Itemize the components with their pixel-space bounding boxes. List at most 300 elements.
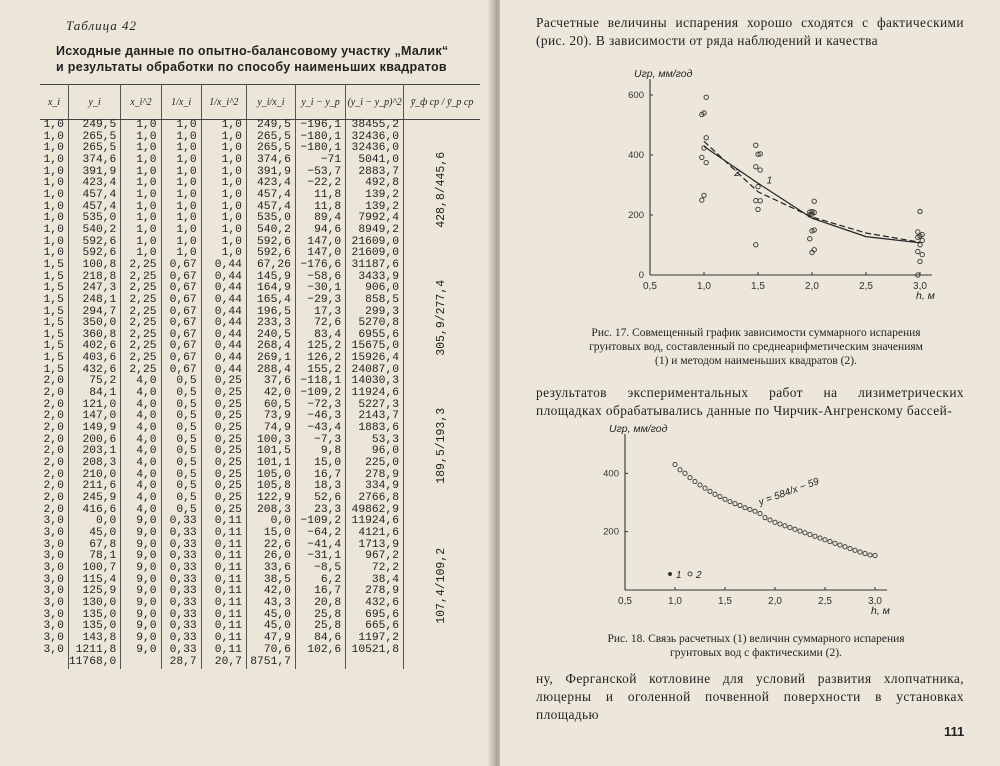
table-total-cell bbox=[295, 656, 345, 669]
table-cell: 248,1 bbox=[68, 295, 120, 307]
table-cell: 2,0 bbox=[40, 376, 68, 388]
table-cell: 592,6 bbox=[246, 237, 295, 249]
table-cell: 164,9 bbox=[246, 283, 295, 295]
table-cell: 1,5 bbox=[40, 353, 68, 365]
legend-marker-1 bbox=[668, 572, 672, 576]
table-cell: 4,0 bbox=[121, 470, 161, 482]
y-axis-label: Uгр, мм/год bbox=[609, 423, 668, 435]
table-cell: 1,5 bbox=[40, 272, 68, 284]
table-cell: 9,0 bbox=[121, 586, 161, 598]
group-ratio-cell bbox=[404, 376, 480, 516]
table-cell: 240,5 bbox=[246, 330, 295, 342]
table-cell: −196,1 bbox=[295, 120, 345, 132]
table-header-cell: y_i bbox=[68, 85, 120, 120]
data-point bbox=[918, 243, 922, 247]
table-cell: 0,67 bbox=[161, 353, 201, 365]
table-cell: 0,67 bbox=[161, 341, 201, 353]
table-cell: 125,9 bbox=[68, 586, 120, 598]
table-cell: 1,5 bbox=[40, 330, 68, 342]
table-cell: 147,0 bbox=[68, 411, 120, 423]
data-point bbox=[868, 553, 872, 557]
table-cell: 78,1 bbox=[68, 551, 120, 563]
table-cell: 52,6 bbox=[295, 493, 345, 505]
table-cell: 1,0 bbox=[121, 202, 161, 214]
table-cell: 1,0 bbox=[201, 237, 246, 249]
table-cell: 1,0 bbox=[161, 155, 201, 167]
x-tick-label: 1,0 bbox=[697, 281, 711, 292]
data-point bbox=[718, 495, 722, 499]
x-tick-label: 2,0 bbox=[805, 281, 819, 292]
table-cell: 906,0 bbox=[346, 283, 404, 295]
table-cell: 245,9 bbox=[68, 493, 120, 505]
table-caption: Таблица 42 bbox=[66, 18, 138, 33]
table-cell: 18,3 bbox=[295, 481, 345, 493]
table-cell: 11,8 bbox=[295, 190, 345, 202]
paragraph-3: ну, Ферганской котловине для условий развития хлопчатника, люцерны и оголенной почвенной поверхности в установках площадью bbox=[536, 671, 964, 722]
table-cell: 1,0 bbox=[201, 248, 246, 260]
table-cell: 0,33 bbox=[161, 540, 201, 552]
table-cell: 9,0 bbox=[121, 551, 161, 563]
table-cell: 6,2 bbox=[295, 575, 345, 587]
table-cell: 1,5 bbox=[40, 295, 68, 307]
table-cell: 457,4 bbox=[246, 190, 295, 202]
table-cell: 20,8 bbox=[295, 598, 345, 610]
table-cell: 402,6 bbox=[68, 341, 120, 353]
table-cell: 0,33 bbox=[161, 598, 201, 610]
table-cell: 32436,0 bbox=[346, 143, 404, 155]
table-cell: 0,44 bbox=[201, 260, 246, 272]
data-point bbox=[803, 531, 807, 535]
table-cell: −180,1 bbox=[295, 143, 345, 155]
table-cell: 1,0 bbox=[201, 225, 246, 237]
table-cell: 0,25 bbox=[201, 400, 246, 412]
table-cell: 3,0 bbox=[40, 540, 68, 552]
table-cell: 100,3 bbox=[246, 435, 295, 447]
table-cell: 1,0 bbox=[121, 143, 161, 155]
table-cell: 0,44 bbox=[201, 295, 246, 307]
table-cell: 1,0 bbox=[161, 167, 201, 179]
table-cell: 249,5 bbox=[68, 120, 120, 132]
y-tick-label: 200 bbox=[603, 526, 619, 538]
table-cell: 457,4 bbox=[246, 202, 295, 214]
table-cell: 592,6 bbox=[68, 237, 120, 249]
table-cell: 147,0 bbox=[295, 237, 345, 249]
table-cell: 3,0 bbox=[40, 575, 68, 587]
table-cell: 1,0 bbox=[121, 132, 161, 144]
table-cell: 0,25 bbox=[201, 446, 246, 458]
table-cell: 225,0 bbox=[346, 458, 404, 470]
table-cell: −64,2 bbox=[295, 528, 345, 540]
table-cell: 423,4 bbox=[68, 178, 120, 190]
table-cell: 0,25 bbox=[201, 435, 246, 447]
data-point bbox=[918, 259, 922, 263]
table-cell: 0,11 bbox=[201, 528, 246, 540]
data-point bbox=[678, 468, 682, 472]
table-cell: 0,11 bbox=[201, 516, 246, 528]
table-cell: 1,0 bbox=[201, 202, 246, 214]
table-cell: 0,25 bbox=[201, 376, 246, 388]
table-cell: 1,0 bbox=[121, 248, 161, 260]
table-cell: 1,0 bbox=[40, 120, 68, 132]
table-cell: 96,0 bbox=[346, 446, 404, 458]
data-point bbox=[703, 486, 707, 490]
table-cell: 2,0 bbox=[40, 388, 68, 400]
data-point bbox=[753, 509, 757, 513]
table-cell: 10521,8 bbox=[346, 645, 404, 657]
table-cell: 1,0 bbox=[161, 190, 201, 202]
table-title-line-1: Исходные данные по опытно-балансовому участку „Малик“ bbox=[56, 44, 449, 58]
table-cell: 2,25 bbox=[121, 353, 161, 365]
table-cell: 101,1 bbox=[246, 458, 295, 470]
table-cell: 432,6 bbox=[346, 598, 404, 610]
table-cell: 0,33 bbox=[161, 528, 201, 540]
formula-label: y = 584/x − 59 bbox=[757, 476, 821, 509]
table-cell: 0,25 bbox=[201, 481, 246, 493]
table-cell: 32436,0 bbox=[346, 132, 404, 144]
table-cell: 695,6 bbox=[346, 610, 404, 622]
table-cell: 45,0 bbox=[246, 610, 295, 622]
table-cell: 4,0 bbox=[121, 411, 161, 423]
table-cell: −176,6 bbox=[295, 260, 345, 272]
table-cell: 165,4 bbox=[246, 295, 295, 307]
data-point bbox=[758, 199, 762, 203]
table-cell: 0,25 bbox=[201, 388, 246, 400]
data-point bbox=[728, 500, 732, 504]
table-cell: −180,1 bbox=[295, 132, 345, 144]
table-total-cell: 11768,0 bbox=[68, 656, 120, 669]
data-point bbox=[763, 516, 767, 520]
table-cell: 265,5 bbox=[246, 143, 295, 155]
table-cell: 4,0 bbox=[121, 423, 161, 435]
table-cell: 3,0 bbox=[40, 551, 68, 563]
table-cell: 60,5 bbox=[246, 400, 295, 412]
table-cell: 72,6 bbox=[295, 318, 345, 330]
table-cell: 9,8 bbox=[295, 446, 345, 458]
left-page bbox=[0, 0, 492, 766]
table-cell: 665,6 bbox=[346, 621, 404, 633]
table-cell: 0,11 bbox=[201, 621, 246, 633]
table-cell: 2,0 bbox=[40, 493, 68, 505]
table-cell: 2883,7 bbox=[346, 167, 404, 179]
table-cell: −22,2 bbox=[295, 178, 345, 190]
table-cell: 432,6 bbox=[68, 365, 120, 377]
table-cell: 1,0 bbox=[161, 132, 201, 144]
x-tick-label: 1,5 bbox=[751, 281, 765, 292]
table-cell: 208,3 bbox=[246, 505, 295, 517]
table-cell: 249,5 bbox=[246, 120, 295, 132]
data-point bbox=[833, 541, 837, 545]
data-point bbox=[713, 492, 717, 496]
table-cell: 1,5 bbox=[40, 341, 68, 353]
table-cell: 0,25 bbox=[201, 411, 246, 423]
data-point bbox=[793, 527, 797, 531]
table-cell: 1,0 bbox=[121, 120, 161, 132]
table-cell: 0,44 bbox=[201, 318, 246, 330]
table-cell: 0,33 bbox=[161, 621, 201, 633]
table-cell: 0,5 bbox=[161, 411, 201, 423]
table-cell: 3,0 bbox=[40, 598, 68, 610]
table-cell: 2766,8 bbox=[346, 493, 404, 505]
x-tick-label: 2,5 bbox=[818, 596, 832, 607]
data-point bbox=[700, 155, 704, 159]
data-point bbox=[773, 520, 777, 524]
table-cell: 1,0 bbox=[121, 213, 161, 225]
figure-17-chart bbox=[610, 50, 970, 300]
table-cell: 9,0 bbox=[121, 610, 161, 622]
table-cell: 2,0 bbox=[40, 470, 68, 482]
figure-18-chart bbox=[580, 420, 960, 620]
table-cell: −58,6 bbox=[295, 272, 345, 284]
table-cell: 0,25 bbox=[201, 493, 246, 505]
data-point bbox=[700, 198, 704, 202]
table-cell: 139,2 bbox=[346, 190, 404, 202]
table-cell: 1,0 bbox=[40, 213, 68, 225]
table-cell: 2,25 bbox=[121, 318, 161, 330]
table-cell: 135,0 bbox=[68, 610, 120, 622]
table-cell: 147,0 bbox=[295, 248, 345, 260]
table-cell: 83,4 bbox=[295, 330, 345, 342]
x-tick-label: 3,0 bbox=[913, 281, 927, 292]
table-cell: 391,9 bbox=[68, 167, 120, 179]
table-cell: 15926,4 bbox=[346, 353, 404, 365]
table-total-cell: 20,7 bbox=[201, 656, 246, 669]
table-cell: 5041,0 bbox=[346, 155, 404, 167]
y-tick-label: 0 bbox=[638, 270, 644, 281]
table-cell: 17,3 bbox=[295, 307, 345, 319]
data-point bbox=[708, 489, 712, 493]
table-cell: 6955,6 bbox=[346, 330, 404, 342]
table-total-cell bbox=[404, 656, 480, 669]
table-cell: 2,25 bbox=[121, 330, 161, 342]
table-cell: −53,7 bbox=[295, 167, 345, 179]
table-cell: 2,0 bbox=[40, 481, 68, 493]
table-cell: 1211,8 bbox=[68, 645, 120, 657]
table-cell: 1197,2 bbox=[346, 633, 404, 645]
table-cell: 2,0 bbox=[40, 458, 68, 470]
table-cell: 288,4 bbox=[246, 365, 295, 377]
table-cell: 1,0 bbox=[121, 167, 161, 179]
table-cell: 0,11 bbox=[201, 645, 246, 657]
x-tick-label: 3,0 bbox=[868, 596, 882, 607]
data-point bbox=[818, 536, 822, 540]
figure-17-caption: Рис. 17. Совмещенный график зависимости суммарного испарения грунтовых вод, составленный по среднеарифметическим значениям (1) и методом наименьших квадратов (2). bbox=[589, 327, 923, 367]
table-cell: −7,3 bbox=[295, 435, 345, 447]
data-point bbox=[783, 524, 787, 528]
table-cell: 540,2 bbox=[246, 225, 295, 237]
table-cell: 4,0 bbox=[121, 400, 161, 412]
table-cell: 278,9 bbox=[346, 470, 404, 482]
table-cell: 1,5 bbox=[40, 260, 68, 272]
group-ratio-label: 305,9/277,4 bbox=[435, 279, 449, 356]
table-cell: 0,44 bbox=[201, 330, 246, 342]
y-tick-label: 400 bbox=[603, 468, 619, 480]
table-cell: 4,0 bbox=[121, 435, 161, 447]
table-cell: 0,5 bbox=[161, 376, 201, 388]
table-cell: 2,25 bbox=[121, 295, 161, 307]
table-cell: 45,0 bbox=[246, 621, 295, 633]
table-cell: 1,0 bbox=[201, 190, 246, 202]
table-cell: 2,25 bbox=[121, 307, 161, 319]
table-cell: 38,4 bbox=[346, 575, 404, 587]
table-cell: 0,33 bbox=[161, 586, 201, 598]
data-point bbox=[693, 479, 697, 483]
table-cell: 2,25 bbox=[121, 260, 161, 272]
table-cell: 72,2 bbox=[346, 563, 404, 575]
table-cell: 0,0 bbox=[68, 516, 120, 528]
table-cell: 210,0 bbox=[68, 470, 120, 482]
table-cell: 3,0 bbox=[40, 528, 68, 540]
table-total-cell: 28,7 bbox=[161, 656, 201, 669]
x-tick-label: 1,5 bbox=[718, 596, 732, 607]
table-total-row bbox=[40, 656, 480, 669]
table-cell: 1,0 bbox=[201, 132, 246, 144]
table-cell: 334,9 bbox=[346, 481, 404, 493]
table-cell: 0,5 bbox=[161, 423, 201, 435]
table-cell: 16,7 bbox=[295, 586, 345, 598]
table-cell: 0,5 bbox=[161, 388, 201, 400]
data-point bbox=[754, 165, 758, 169]
table-cell: 1,0 bbox=[161, 213, 201, 225]
data-point bbox=[673, 462, 677, 466]
table-cell: 9,0 bbox=[121, 621, 161, 633]
x-tick-label: 2,0 bbox=[768, 596, 782, 607]
table-cell: 0,11 bbox=[201, 551, 246, 563]
data-point bbox=[858, 550, 862, 554]
table-cell: 89,4 bbox=[295, 213, 345, 225]
table-cell: 5270,8 bbox=[346, 318, 404, 330]
group-ratio-label: 107,4/109,2 bbox=[435, 547, 449, 624]
table-cell: 1,0 bbox=[161, 237, 201, 249]
table-cell: 3,0 bbox=[40, 633, 68, 645]
table-cell: 2,25 bbox=[121, 283, 161, 295]
data-point bbox=[754, 198, 758, 202]
table-cell: 1,0 bbox=[161, 120, 201, 132]
table-cell: 0,11 bbox=[201, 610, 246, 622]
table-cell: 3,0 bbox=[40, 645, 68, 657]
table-total-cell bbox=[40, 656, 68, 669]
table-cell: 0,11 bbox=[201, 633, 246, 645]
table-cell: 1,0 bbox=[201, 178, 246, 190]
table-cell: 0,67 bbox=[161, 307, 201, 319]
table-cell: 84,6 bbox=[295, 633, 345, 645]
table-cell: 208,3 bbox=[68, 458, 120, 470]
table-cell: 1,5 bbox=[40, 283, 68, 295]
table-cell: 0,33 bbox=[161, 645, 201, 657]
table-cell: 4,0 bbox=[121, 376, 161, 388]
legend-label-1: 1 bbox=[676, 569, 682, 581]
group-ratio-cell bbox=[404, 516, 480, 656]
table-cell: 3,0 bbox=[40, 563, 68, 575]
table-cell: −118,1 bbox=[295, 376, 345, 388]
table-cell: 0,25 bbox=[201, 458, 246, 470]
data-point bbox=[823, 538, 827, 542]
table-cell: 0,67 bbox=[161, 283, 201, 295]
y-axis-label: Uгр, мм/год bbox=[634, 68, 693, 80]
table-cell: −8,5 bbox=[295, 563, 345, 575]
paragraph-2: результатов экспериментальных работ на лизиметрических площадках обрабатывались данные по Чирчик-Ангренскому бассей- bbox=[536, 385, 964, 418]
table-cell: 84,1 bbox=[68, 388, 120, 400]
table-cell: 294,7 bbox=[68, 307, 120, 319]
data-point bbox=[683, 471, 687, 475]
table-cell: 535,0 bbox=[68, 213, 120, 225]
paragraph-1: Расчетные величины испарения хорошо сходятся с фактическими (рис. 20). В зависимости от ряда наблюдений и качества bbox=[536, 15, 964, 48]
table-header-cell: y_i/x_i bbox=[246, 85, 295, 120]
table-cell: 268,4 bbox=[246, 341, 295, 353]
table-cell: 105,8 bbox=[246, 481, 295, 493]
legend-label-2: 2 bbox=[696, 569, 702, 581]
table-cell: 33,6 bbox=[246, 563, 295, 575]
table-row bbox=[40, 260, 480, 272]
table-cell: 1,0 bbox=[161, 202, 201, 214]
table-cell: 278,9 bbox=[346, 586, 404, 598]
group-ratio-cell bbox=[404, 120, 480, 260]
x-tick-label: 2,5 bbox=[859, 281, 873, 292]
table-cell: 26,0 bbox=[246, 551, 295, 563]
table-cell: 5227,3 bbox=[346, 400, 404, 412]
data-point bbox=[758, 168, 762, 172]
table-title-line-2: и результаты обработки по способу наименьших квадратов bbox=[56, 60, 447, 74]
table-cell: 299,3 bbox=[346, 307, 404, 319]
table-cell: 0,11 bbox=[201, 586, 246, 598]
table-cell: 0,5 bbox=[161, 493, 201, 505]
table-cell: 374,6 bbox=[68, 155, 120, 167]
table-cell: 535,0 bbox=[246, 213, 295, 225]
table-cell: 125,2 bbox=[295, 341, 345, 353]
table-cell: 0,11 bbox=[201, 563, 246, 575]
table-cell: 16,7 bbox=[295, 470, 345, 482]
table-cell: 265,5 bbox=[68, 132, 120, 144]
table-cell: 101,5 bbox=[246, 446, 295, 458]
table-cell: −109,2 bbox=[295, 516, 345, 528]
table-cell: 14030,3 bbox=[346, 376, 404, 388]
table-cell: 0,5 bbox=[161, 446, 201, 458]
table-cell: 540,2 bbox=[68, 225, 120, 237]
table-cell: 200,6 bbox=[68, 435, 120, 447]
table-header-cell: x_i^2 bbox=[121, 85, 161, 120]
table-cell: 73,9 bbox=[246, 411, 295, 423]
table-cell: 42,0 bbox=[246, 388, 295, 400]
table-header-cell: y_i − y_p bbox=[295, 85, 345, 120]
table-cell: −31,1 bbox=[295, 551, 345, 563]
table-cell: 0,33 bbox=[161, 633, 201, 645]
x-axis-label: h, м bbox=[871, 605, 890, 617]
table-cell: −29,3 bbox=[295, 295, 345, 307]
table-cell: 102,6 bbox=[295, 645, 345, 657]
data-point bbox=[828, 539, 832, 543]
table-cell: 31187,6 bbox=[346, 260, 404, 272]
table-cell: 4,0 bbox=[121, 493, 161, 505]
table-cell: 0,67 bbox=[161, 260, 201, 272]
table-cell: 0,44 bbox=[201, 365, 246, 377]
y-tick-label: 400 bbox=[628, 150, 644, 161]
table-cell: 203,1 bbox=[68, 446, 120, 458]
table-cell: 1,0 bbox=[40, 143, 68, 155]
data-point bbox=[920, 238, 924, 242]
data-point bbox=[704, 136, 708, 140]
data-point bbox=[756, 207, 760, 211]
y-tick-label: 600 bbox=[628, 90, 644, 101]
table-cell: 0,5 bbox=[161, 435, 201, 447]
x-tick-label: 0,5 bbox=[643, 281, 657, 292]
data-point bbox=[743, 506, 747, 510]
data-point bbox=[920, 252, 924, 256]
table-cell: 11,8 bbox=[295, 202, 345, 214]
table-cell: 74,9 bbox=[246, 423, 295, 435]
data-point bbox=[863, 551, 867, 555]
table-cell: 0,33 bbox=[161, 575, 201, 587]
table-cell: 3,0 bbox=[40, 621, 68, 633]
table-cell: 1,0 bbox=[40, 155, 68, 167]
